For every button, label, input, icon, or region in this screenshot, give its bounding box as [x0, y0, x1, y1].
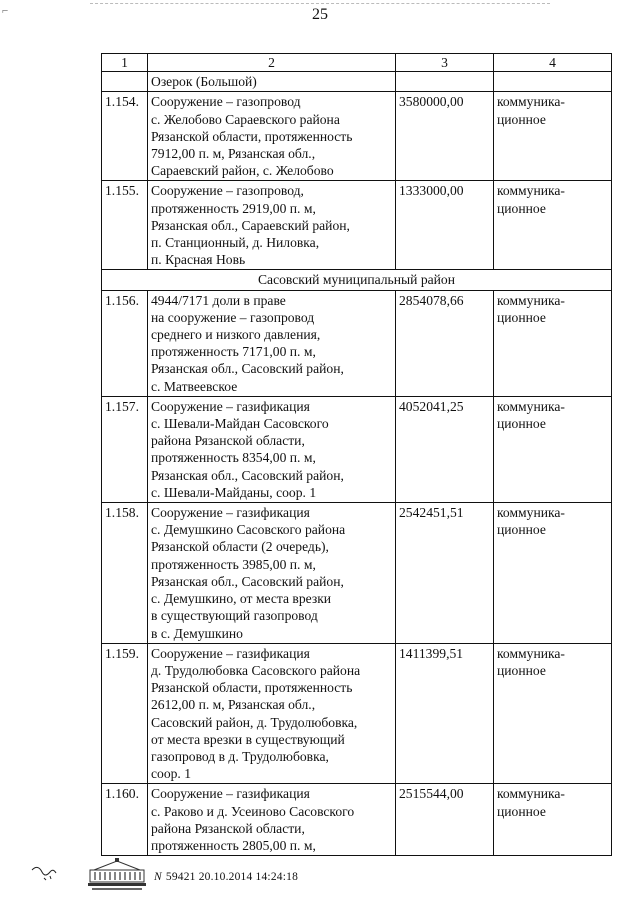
cell-purpose: коммуника- ционное [494, 503, 612, 644]
cell-purpose: коммуника- ционное [494, 92, 612, 181]
cell-value: 4052041,25 [396, 396, 494, 502]
section-title: Сасовский муниципальный район [102, 270, 612, 290]
cell-purpose: коммуника- ционное [494, 290, 612, 396]
column-header-1: 1 [102, 54, 148, 72]
table-row [102, 181, 612, 270]
cell-value [396, 72, 494, 92]
registration-number-date: 59421 20.10.2014 14:24:18 [165, 871, 299, 883]
cell-item-number: 1.158. [102, 503, 148, 644]
cell-description: Сооружение – газификация с. Раково и д. Усеиново Сасовского района Рязанской области, протяженность 2805,00 п. м, [148, 784, 396, 856]
cell-value: 2515544,00 [396, 784, 494, 856]
cell-description: Сооружение – газопровод, протяженность 2919,00 п. м, Рязанская обл., Сараевский район, п. Станционный, д. Ниловка, п. Красная Новь [148, 181, 396, 270]
cell-item-number: 1.156. [102, 290, 148, 396]
column-header-3: 3 [396, 54, 494, 72]
section-header-row [102, 270, 612, 290]
table-row [102, 290, 612, 396]
handwritten-mark-icon [30, 860, 70, 890]
table-row [102, 72, 612, 92]
cell-item-number: 1.157. [102, 396, 148, 502]
property-register-table [101, 53, 612, 856]
table-row [102, 503, 612, 644]
table-body [102, 72, 612, 856]
cell-item-number [102, 72, 148, 92]
cell-item-number: 1.154. [102, 92, 148, 181]
cell-value: 3580000,00 [396, 92, 494, 181]
cell-description: Сооружение – газификация с. Демушкино Сасовского района Рязанской области (2 очередь), протяженность 3985,00 п. м, Рязанская обл., Сасовский район, с. Демушкино, от места врезки в существующий газопровод в с. Демушкино [148, 503, 396, 644]
cell-item-number: 1.160. [102, 784, 148, 856]
cell-purpose: коммуника- ционное [494, 643, 612, 784]
cell-description: Сооружение – газификация д. Трудолюбовка Сасовского района Рязанской области, протяженность 2612,00 п. м, Рязанская обл., Сасовский район, д. Трудолюбовка, от места врезки в существующий газопровод в д. Трудолюбовка, соор. 1 [148, 643, 396, 784]
cell-purpose: коммуника- ционное [494, 396, 612, 502]
cell-purpose: коммуника- ционное [494, 784, 612, 856]
registration-n-mark: N [154, 871, 162, 883]
table-row [102, 784, 612, 856]
column-header-4: 4 [494, 54, 612, 72]
cell-description: Сооружение – газопровод с. Желобово Сараевского района Рязанской области, протяженность 7912,00 п. м, Рязанская обл., Сараевский район, с. Желобово [148, 92, 396, 181]
cell-purpose: коммуника- ционное [494, 181, 612, 270]
cell-item-number: 1.155. [102, 181, 148, 270]
page-number: 25 [312, 6, 328, 23]
cell-description: Озерок (Большой) [148, 72, 396, 92]
cell-item-number: 1.159. [102, 643, 148, 784]
registration-stamp-text [154, 871, 298, 883]
cell-value: 2854078,66 [396, 290, 494, 396]
cell-description: 4944/7171 доли в праве на сооружение – газопровод среднего и низкого давления, протяженность 7171,00 п. м, Рязанская обл., Сасовский район, с. Матвеевское [148, 290, 396, 396]
cell-value: 1411399,51 [396, 643, 494, 784]
column-header-2: 2 [148, 54, 396, 72]
cell-value: 2542451,51 [396, 503, 494, 644]
cell-value: 1333000,00 [396, 181, 494, 270]
regional-duma-building-emblem-icon [86, 858, 148, 892]
registration-footer [30, 858, 430, 898]
cell-purpose [494, 72, 612, 92]
cell-description: Сооружение – газификация с. Шевали-Майдан Сасовского района Рязанской области, протяженность 8354,00 п. м, Рязанская обл., Сасовский район, с. Шевали-Майданы, соор. 1 [148, 396, 396, 502]
table-row [102, 396, 612, 502]
table-row [102, 92, 612, 181]
table-header-row [102, 54, 612, 72]
scan-corner-mark: ⌐ [2, 5, 9, 17]
table-row [102, 643, 612, 784]
